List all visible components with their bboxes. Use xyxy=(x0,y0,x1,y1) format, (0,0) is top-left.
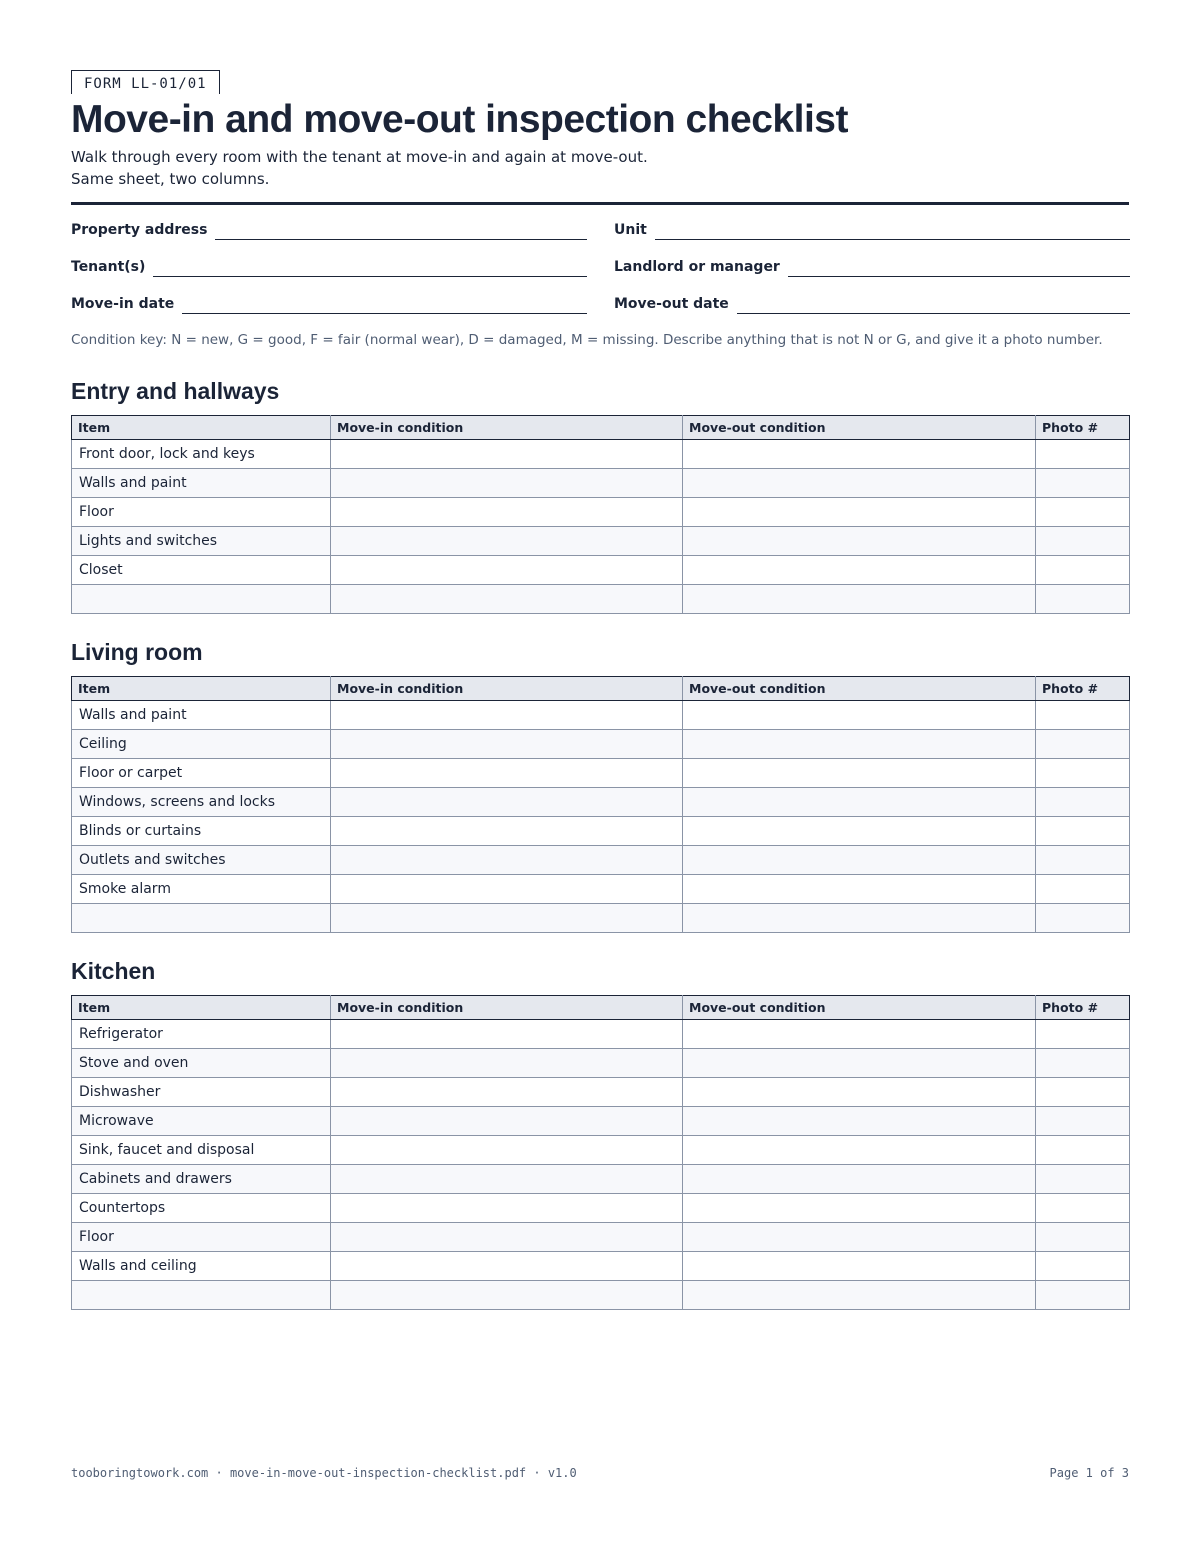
move-out-condition-cell[interactable] xyxy=(683,1020,1036,1049)
table-row xyxy=(72,817,1130,846)
move-in-condition-cell[interactable] xyxy=(331,1078,683,1107)
move-in-condition-cell[interactable] xyxy=(331,1020,683,1049)
unit-line[interactable] xyxy=(655,219,1130,240)
item-cell: Sink, faucet and disposal xyxy=(72,1136,331,1165)
photo-number-cell[interactable] xyxy=(1036,701,1130,730)
table-row xyxy=(72,527,1130,556)
photo-number-cell[interactable] xyxy=(1036,846,1130,875)
footer-source: tooboringtowork.com · move-in-move-out-inspection-checklist.pdf · v1.0 xyxy=(71,1466,577,1480)
table-row xyxy=(72,1136,1130,1165)
photo-column-header: Photo # xyxy=(1036,996,1130,1020)
item-cell: Blinds or curtains xyxy=(72,817,331,846)
photo-number-cell[interactable] xyxy=(1036,817,1130,846)
item-cell: Walls and paint xyxy=(72,469,331,498)
tenants-line[interactable] xyxy=(153,256,587,277)
move-out-condition-cell[interactable] xyxy=(683,817,1036,846)
table-header-row xyxy=(72,996,1130,1020)
table-row xyxy=(72,846,1130,875)
move-in-condition-cell[interactable] xyxy=(331,585,683,614)
move-out-condition-cell[interactable] xyxy=(683,730,1036,759)
photo-number-cell[interactable] xyxy=(1036,498,1130,527)
room-section xyxy=(71,958,1129,1310)
move-in-condition-cell[interactable] xyxy=(331,759,683,788)
photo-number-cell[interactable] xyxy=(1036,585,1130,614)
item-cell: Walls and paint xyxy=(72,701,331,730)
move-in-date-label: Move-in date xyxy=(71,296,175,312)
photo-number-cell[interactable] xyxy=(1036,1281,1130,1310)
move-out-condition-cell[interactable] xyxy=(683,527,1036,556)
item-column-header: Item xyxy=(72,996,331,1020)
move-in-condition-cell[interactable] xyxy=(331,904,683,933)
move-in-condition-cell[interactable] xyxy=(331,788,683,817)
photo-number-cell[interactable] xyxy=(1036,1136,1130,1165)
table-row xyxy=(72,1223,1130,1252)
move-in-column-header: Move-in condition xyxy=(331,677,683,701)
landlord-label: Landlord or manager xyxy=(614,259,780,275)
move-in-condition-cell[interactable] xyxy=(331,1223,683,1252)
move-in-condition-cell[interactable] xyxy=(331,1165,683,1194)
table-row xyxy=(72,1107,1130,1136)
table-row xyxy=(72,1078,1130,1107)
item-cell: Front door, lock and keys xyxy=(72,440,331,469)
table-row xyxy=(72,788,1130,817)
item-cell[interactable] xyxy=(72,1281,331,1310)
item-cell: Cabinets and drawers xyxy=(72,1165,331,1194)
photo-column-header: Photo # xyxy=(1036,416,1130,440)
table-row xyxy=(72,1281,1130,1310)
footer-page-number: Page 1 of 3 xyxy=(1049,1466,1129,1480)
table-row xyxy=(72,1049,1130,1078)
move-out-condition-cell[interactable] xyxy=(683,875,1036,904)
photo-number-cell[interactable] xyxy=(1036,556,1130,585)
move-out-condition-cell[interactable] xyxy=(683,1281,1036,1310)
table-row xyxy=(72,730,1130,759)
item-cell: Floor xyxy=(72,498,331,527)
unit-label: Unit xyxy=(614,222,647,238)
item-cell[interactable] xyxy=(72,904,331,933)
item-column-header: Item xyxy=(72,416,331,440)
item-cell: Lights and switches xyxy=(72,527,331,556)
room-section xyxy=(71,639,1129,933)
inspection-table xyxy=(71,995,1130,1310)
photo-number-cell[interactable] xyxy=(1036,1165,1130,1194)
photo-number-cell[interactable] xyxy=(1036,904,1130,933)
section-title: Living room xyxy=(71,639,203,665)
section-title: Kitchen xyxy=(71,958,156,984)
item-cell: Dishwasher xyxy=(72,1078,331,1107)
move-out-condition-cell[interactable] xyxy=(683,846,1036,875)
item-cell: Closet xyxy=(72,556,331,585)
move-in-condition-cell[interactable] xyxy=(331,527,683,556)
photo-number-cell[interactable] xyxy=(1036,527,1130,556)
property-address-line[interactable] xyxy=(215,219,587,240)
move-in-condition-cell[interactable] xyxy=(331,875,683,904)
document-page xyxy=(71,70,1129,1310)
move-in-condition-cell[interactable] xyxy=(331,1107,683,1136)
table-row xyxy=(72,759,1130,788)
move-out-condition-cell[interactable] xyxy=(683,556,1036,585)
move-out-condition-cell[interactable] xyxy=(683,585,1036,614)
move-in-date-field[interactable] xyxy=(71,291,587,314)
move-out-condition-cell[interactable] xyxy=(683,469,1036,498)
move-out-condition-cell[interactable] xyxy=(683,1049,1036,1078)
property-address-field[interactable] xyxy=(71,217,587,240)
move-out-condition-cell[interactable] xyxy=(683,1078,1036,1107)
move-in-condition-cell[interactable] xyxy=(331,1281,683,1310)
photo-column-header: Photo # xyxy=(1036,677,1130,701)
property-fields xyxy=(71,217,1129,314)
move-out-condition-cell[interactable] xyxy=(683,498,1036,527)
move-out-column-header: Move-out condition xyxy=(683,677,1036,701)
unit-field[interactable] xyxy=(614,217,1130,240)
inspection-sections xyxy=(71,378,1129,1310)
landlord-line[interactable] xyxy=(788,256,1130,277)
move-out-condition-cell[interactable] xyxy=(683,904,1036,933)
move-in-condition-cell[interactable] xyxy=(331,440,683,469)
photo-number-cell[interactable] xyxy=(1036,1049,1130,1078)
table-row xyxy=(72,1165,1130,1194)
move-in-condition-cell[interactable] xyxy=(331,1252,683,1281)
move-out-condition-cell[interactable] xyxy=(683,440,1036,469)
item-cell: Microwave xyxy=(72,1107,331,1136)
move-in-condition-cell[interactable] xyxy=(331,556,683,585)
table-row xyxy=(72,1020,1130,1049)
move-in-condition-cell[interactable] xyxy=(331,730,683,759)
table-header-row xyxy=(72,677,1130,701)
photo-number-cell[interactable] xyxy=(1036,469,1130,498)
move-out-condition-cell[interactable] xyxy=(683,1165,1036,1194)
move-in-condition-cell[interactable] xyxy=(331,498,683,527)
photo-number-cell[interactable] xyxy=(1036,1252,1130,1281)
item-cell: Walls and ceiling xyxy=(72,1252,331,1281)
subtitle-line-2: Same sheet, two columns. xyxy=(71,170,270,188)
photo-number-cell[interactable] xyxy=(1036,1223,1130,1252)
move-out-condition-cell[interactable] xyxy=(683,788,1036,817)
room-section xyxy=(71,378,1129,614)
move-in-condition-cell[interactable] xyxy=(331,701,683,730)
move-out-column-header: Move-out condition xyxy=(683,996,1036,1020)
photo-number-cell[interactable] xyxy=(1036,759,1130,788)
table-row xyxy=(72,701,1130,730)
subtitle xyxy=(71,146,1129,190)
page-footer xyxy=(71,1466,1129,1480)
page-title: Move-in and move-out inspection checklist xyxy=(71,98,848,141)
item-cell: Outlets and switches xyxy=(72,846,331,875)
inspection-table xyxy=(71,676,1130,933)
move-in-condition-cell[interactable] xyxy=(331,469,683,498)
item-cell: Smoke alarm xyxy=(72,875,331,904)
move-out-date-line[interactable] xyxy=(737,293,1130,314)
move-in-column-header: Move-in condition xyxy=(331,996,683,1020)
item-cell: Stove and oven xyxy=(72,1049,331,1078)
photo-number-cell[interactable] xyxy=(1036,1020,1130,1049)
section-title: Entry and hallways xyxy=(71,378,280,404)
move-out-condition-cell[interactable] xyxy=(683,1194,1036,1223)
table-row xyxy=(72,1252,1130,1281)
property-address-label: Property address xyxy=(71,222,208,238)
inspection-table xyxy=(71,415,1130,614)
header-rule xyxy=(71,202,1129,205)
table-row xyxy=(72,1194,1130,1223)
photo-number-cell[interactable] xyxy=(1036,1078,1130,1107)
photo-number-cell[interactable] xyxy=(1036,788,1130,817)
condition-key: Condition key: N = new, G = good, F = fair (normal wear), D = damaged, M = missing. Describe anything that is not N or G, and give it a photo number. xyxy=(71,332,1103,348)
item-cell: Floor xyxy=(72,1223,331,1252)
table-row xyxy=(72,440,1130,469)
photo-number-cell[interactable] xyxy=(1036,1107,1130,1136)
move-out-condition-cell[interactable] xyxy=(683,1252,1036,1281)
subtitle-line-1: Walk through every room with the tenant at move-in and again at move-out. xyxy=(71,148,648,166)
table-row xyxy=(72,585,1130,614)
move-in-condition-cell[interactable] xyxy=(331,1049,683,1078)
table-row xyxy=(72,875,1130,904)
move-out-date-label: Move-out date xyxy=(614,296,729,312)
item-column-header: Item xyxy=(72,677,331,701)
item-cell: Floor or carpet xyxy=(72,759,331,788)
move-in-condition-cell[interactable] xyxy=(331,817,683,846)
tenants-field[interactable] xyxy=(71,254,587,277)
table-row xyxy=(72,469,1130,498)
photo-number-cell[interactable] xyxy=(1036,730,1130,759)
landlord-field[interactable] xyxy=(614,254,1130,277)
photo-number-cell[interactable] xyxy=(1036,440,1130,469)
table-row xyxy=(72,556,1130,585)
item-cell: Windows, screens and locks xyxy=(72,788,331,817)
item-cell[interactable] xyxy=(72,585,331,614)
move-out-condition-cell[interactable] xyxy=(683,759,1036,788)
photo-number-cell[interactable] xyxy=(1036,875,1130,904)
move-in-date-line[interactable] xyxy=(182,293,587,314)
move-in-condition-cell[interactable] xyxy=(331,1194,683,1223)
move-out-condition-cell[interactable] xyxy=(683,1136,1036,1165)
move-out-condition-cell[interactable] xyxy=(683,701,1036,730)
move-out-condition-cell[interactable] xyxy=(683,1223,1036,1252)
table-header-row xyxy=(72,416,1130,440)
move-in-condition-cell[interactable] xyxy=(331,1136,683,1165)
item-cell: Countertops xyxy=(72,1194,331,1223)
move-out-date-field[interactable] xyxy=(614,291,1130,314)
table-row xyxy=(72,498,1130,527)
move-in-column-header: Move-in condition xyxy=(331,416,683,440)
move-out-condition-cell[interactable] xyxy=(683,1107,1036,1136)
form-code-tag: FORM LL-01/01 xyxy=(71,70,220,94)
move-in-condition-cell[interactable] xyxy=(331,846,683,875)
item-cell: Refrigerator xyxy=(72,1020,331,1049)
table-row xyxy=(72,904,1130,933)
item-cell: Ceiling xyxy=(72,730,331,759)
move-out-column-header: Move-out condition xyxy=(683,416,1036,440)
tenants-label: Tenant(s) xyxy=(71,259,146,275)
photo-number-cell[interactable] xyxy=(1036,1194,1130,1223)
